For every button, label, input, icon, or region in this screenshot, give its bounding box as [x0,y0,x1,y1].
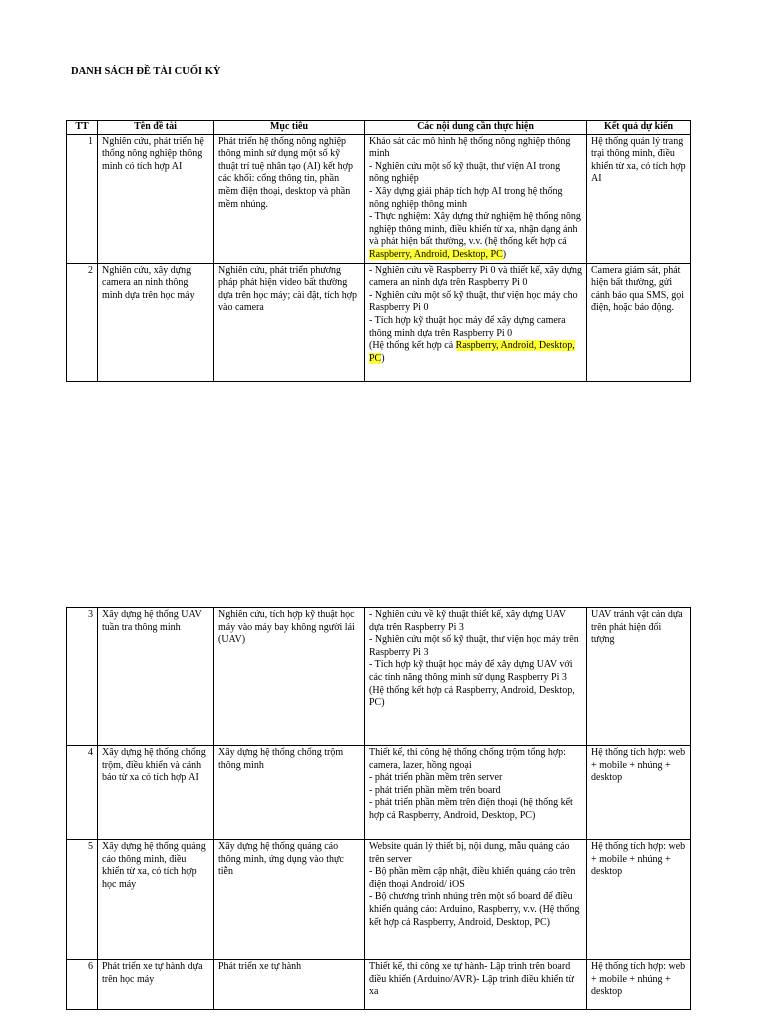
tasks [365,960,587,1010]
header-topic-name: Tên đề tài [98,121,214,135]
row-number: 2 [67,263,98,381]
header-tt: TT [67,121,98,135]
task-line: Website quản lý thiết bị, nội dung, mẫu quảng cáo trên server [369,841,570,865]
table-row [67,263,691,381]
expected-result: UAV tránh vật cản dựa trên phát hiện đối tượng [587,608,691,746]
task-line: - Nghiên cứu một số kỹ thuật, thư viện AI trong nông nghiệp [369,160,561,185]
task-line: - Nghiên cứu một số kỹ thuật, thư viện học máy trên Raspberry Pi 3 [369,634,579,658]
task-line: Khảo sát các mô hình hệ thống nông nghiệp thông minh [369,135,571,160]
header-objective: Mục tiêu [214,121,365,135]
highlighted-platforms: Raspberry, Android, Desktop, PC [369,340,575,364]
topic-name: Xây dựng hệ thống chống trộm, điều khiển và cảnh báo từ xa có tích hợp AI [98,746,214,840]
task-line: - Nghiên cứu một số kỹ thuật, thư viện học máy cho Raspberry Pi 0 [369,289,578,314]
task-line: Thiết kế, thi công xe tự hành- Lập trình trên board điều khiển (Arduino/AVR)- Lập trình điều khiển từ xa [369,961,574,998]
table-row [67,608,691,746]
task-line-suffix: ) [502,248,507,260]
expected-result: Hệ thống quản lý trang trại thông minh, điều khiển từ xa, có tích hợp AI [587,134,691,263]
table-row [67,960,691,1010]
task-line: - Bộ chương trình nhúng trên một số board để điều khiển quảng cáo: Arduino, Raspberry, v.v. (Hệ thống kết hợp cả Raspberry, Android, Desktop, PC) [369,891,580,928]
header-expected-result: Kết quả dự kiến [587,121,691,135]
task-line: - phát triển phần mềm trên server [369,772,503,784]
row-number: 4 [67,746,98,840]
document-title: DANH SÁCH ĐỀ TÀI CUỐI KỲ [71,66,221,77]
expected-result: Hệ thống tích hợp: web + mobile + nhúng + desktop [587,840,691,960]
task-line-suffix: ) [381,352,385,364]
expected-result: Hệ thống tích hợp: web + mobile + nhúng + desktop [587,746,691,840]
topic-name: Xây dựng hệ thống quảng cáo thông minh, điều khiển từ xa, có tích hợp học máy [98,840,214,960]
table-row [67,746,691,840]
row-number: 5 [67,840,98,960]
task-line: Thiết kế, thi công hệ thống chống trộm tổng hợp: camera, lazer, hồng ngoại [369,747,566,771]
thesis-table-part-2 [66,607,691,1010]
row-number: 3 [67,608,98,746]
tasks [365,134,587,263]
task-line: - Bộ phần mềm cập nhật, điều khiển quảng cáo trên điện thoại Android/ iOS [369,866,576,890]
highlighted-platforms: Raspberry, Android, Desktop, PC [369,248,503,260]
task-line-text: - Thực nghiệm: Xây dựng thử nghiệm hệ thống nông nghiệp thông minh, điều khiển từ xa, nhận dạng ảnh và phát hiện bất thường, v.v. (hệ thống kết hợp cả [369,211,581,248]
expected-result: Camera giám sát, phát hiện bất thường, gửi cảnh báo qua SMS, gọi điện, hoặc báo động. [587,263,691,381]
tasks [365,746,587,840]
task-line: - Tích hợp kỹ thuật học máy để xây dựng camera thông minh dựa trên Raspberry Pi 0 [369,314,566,339]
task-line [369,211,582,261]
topic-name: Xây dựng hệ thống UAV tuần tra thông minh [98,608,214,746]
objective: Xây dựng hệ thống quảng cáo thông minh, ứng dụng vào thực tiễn [214,840,365,960]
task-line: - phát triển phần mềm trên điện thoại (hệ thống kết hợp cả Raspberry, Android, Desktop, PC) [369,797,573,821]
expected-result: Hệ thống tích hợp: web + mobile + nhúng + desktop [587,960,691,1010]
table-header-row [67,121,691,135]
task-line: - Xây dựng giải pháp tích hợp AI trong hệ thống nông nghiệp thông minh [369,185,563,210]
task-line [369,340,582,365]
topic-name: Nghiên cứu, phát triển hệ thống nông nghiệp thông minh có tích hợp AI [98,134,214,263]
row-number: 1 [67,134,98,263]
task-line-text: (Hệ thống kết hợp cả [369,340,456,352]
task-line: (Hệ thống kết hợp cả Raspberry, Android, Desktop, PC) [369,684,575,709]
topic-name: Nghiên cứu, xây dựng camera an ninh thông minh dựa trên học máy [98,263,214,381]
objective: Xây dựng hệ thống chống trộm thông minh [214,746,365,840]
table-row [67,840,691,960]
task-line: - Nghiên cứu về kỹ thuật thiết kế, xây dựng UAV dựa trên Raspberry Pi 3 [369,609,566,633]
table-row [67,134,691,263]
task-line: - Tích hợp kỹ thuật học máy để xây dựng UAV với các tính năng thông minh sử dụng Raspberry Pi 3 [369,659,573,683]
tasks [365,840,587,960]
objective: Nghiên cứu, phát triển phương pháp phát hiện video bất thường dựa trên học máy; cài đặt, tích hợp vào camera [214,263,365,381]
objective: Nghiên cứu, tích hợp kỹ thuật học máy vào máy bay không người lái (UAV) [214,608,365,746]
tasks [365,608,587,746]
tasks [365,263,587,381]
header-tasks: Các nội dung cần thực hiện [365,121,587,135]
thesis-table-part-1 [66,120,691,382]
objective: Phát triển hệ thống nông nghiệp thông minh sử dụng một số kỹ thuật trí tuệ nhân tạo (AI) kết hợp các khối: cổng thông tin, phần mềm điện thoại, desktop và phần mềm nhúng. [214,134,365,263]
objective: Phát triển xe tự hành [214,960,365,1010]
task-line: - phát triển phần mềm trên board [369,784,501,796]
task-line: - Nghiên cứu về Raspberry Pi 0 và thiết kế, xây dựng camera an ninh dựa trên Raspberry Pi 0 [369,264,583,289]
row-number: 6 [67,960,98,1010]
topic-name: Phát triển xe tự hành dựa trên học máy [98,960,214,1010]
